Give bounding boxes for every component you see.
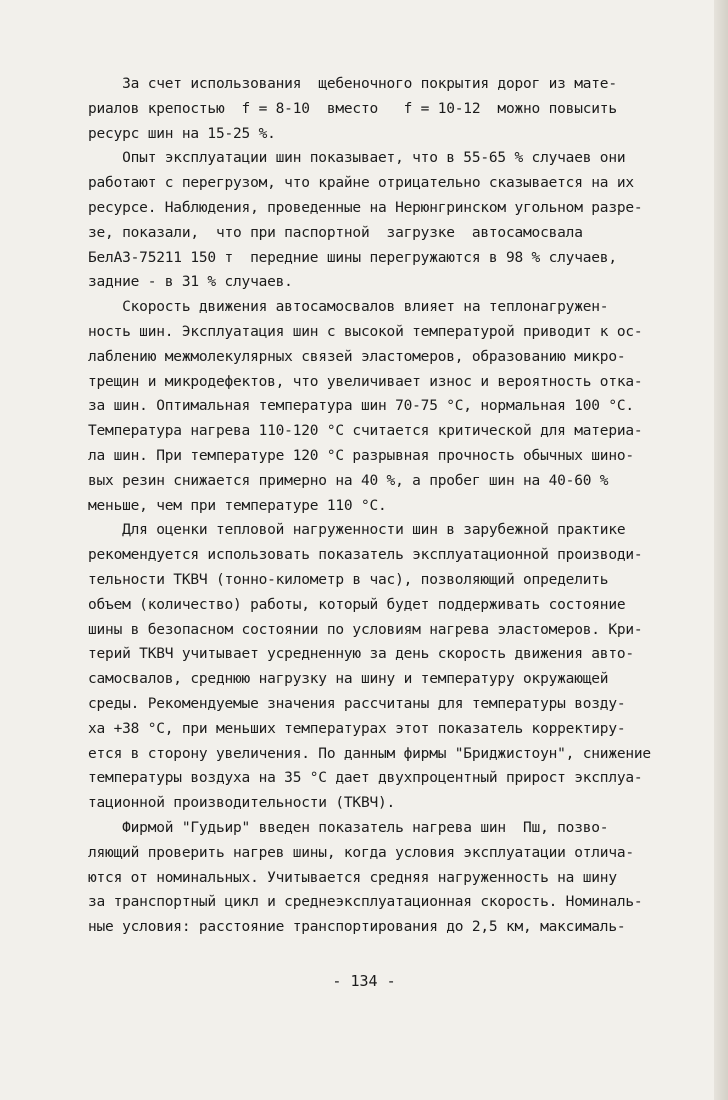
text-line: Фирмой "Гудьир" введен показатель нагрева шин Пш, позво- [88, 819, 609, 836]
text-line: меньше, чем при температуре 110 °С. [88, 497, 387, 514]
text-line: ляющий проверить нагрев шины, когда условия эксплуатации отлича- [88, 844, 634, 861]
text-line: ресурс шин на 15-25 %. [88, 125, 276, 142]
text-line: объем (количество) работы, который будет поддерживать состояние [88, 596, 626, 613]
text-line: температуры воздуха на 35 °С дает двухпроцентный прирост эксплуа- [88, 770, 643, 787]
text-line: Для оценки тепловой нагруженности шин в зарубежной практике [88, 522, 626, 539]
text-line: ресурсе. Наблюдения, проведенные на Нерюнгринском угольном разре- [88, 199, 643, 216]
text-line: БелАЗ-75211 150 т передние шины перегружаются в 98 % случаев, [88, 249, 617, 266]
text-line: ха +38 °С, при меньших температурах этот показатель корректиру- [88, 720, 626, 737]
text-line: Скорость движения автосамосвалов влияет на теплонагружен- [88, 299, 609, 316]
page-edge-shadow [714, 0, 728, 1100]
text-line: задние - в 31 % случаев. [88, 274, 293, 291]
document-body [88, 72, 712, 940]
text-line: Опыт эксплуатации шин показывает, что в 55-65 % случаев они [88, 150, 626, 167]
text-line: за транспортный цикл и среднеэксплуатационная скорость. Номиналь- [88, 894, 643, 911]
text-line: шины в безопасном состоянии по условиям нагрева эластомеров. Кри- [88, 621, 643, 638]
text-line: тационной производительности (ТКВЧ). [88, 795, 396, 812]
text-line: За счет использования щебеночного покрытия дорог из мате- [88, 76, 617, 92]
text-line: Температура нагрева 110-120 °С считается критической для материа- [88, 423, 643, 440]
text-line: за шин. Оптимальная температура шин 70-75 °С, нормальная 100 °С. [88, 398, 634, 415]
page-number: - 134 - [332, 972, 396, 990]
text-line: ются от номинальных. Учитывается средняя нагруженность на шину [88, 869, 617, 886]
text-line: ные условия: расстояние транспортирования до 2,5 км, максималь- [88, 919, 626, 936]
text-line: риалов крепостью f = 8-10 вместо f = 10-12 можно повысить [88, 100, 617, 117]
text-line: ла шин. При температуре 120 °С разрывная прочность обычных шино- [88, 447, 634, 464]
text-line: терий ТКВЧ учитывает усредненную за день скорость движения авто- [88, 646, 634, 663]
text-line: работают с перегрузом, что крайне отрицательно сказывается на их [88, 175, 634, 192]
text-line: ность шин. Эксплуатация шин с высокой температурой приводит к ос- [88, 323, 643, 340]
text-line: самосвалов, среднюю нагрузку на шину и температуру окружающей [88, 671, 609, 688]
text-line: среды. Рекомендуемые значения рассчитаны для температуры возду- [88, 695, 626, 712]
text-line: зе, показали, что при паспортной загрузке автосамосвала [88, 224, 583, 241]
text-line: тельности ТКВЧ (тонно-километр в час), позволяющий определить [88, 571, 609, 588]
text-line: ется в сторону увеличения. По данным фирмы "Бриджистоун", снижение [88, 745, 651, 762]
text-line: вых резин снижается примерно на 40 %, а пробег шин на 40-60 % [88, 472, 609, 489]
text-line: лаблению межмолекулярных связей эластомеров, образованию микро- [88, 348, 626, 365]
text-line: трещин и микродефектов, что увеличивает износ и вероятность отка- [88, 373, 643, 390]
text-line: рекомендуется использовать показатель эксплуатационной производи- [88, 547, 643, 564]
